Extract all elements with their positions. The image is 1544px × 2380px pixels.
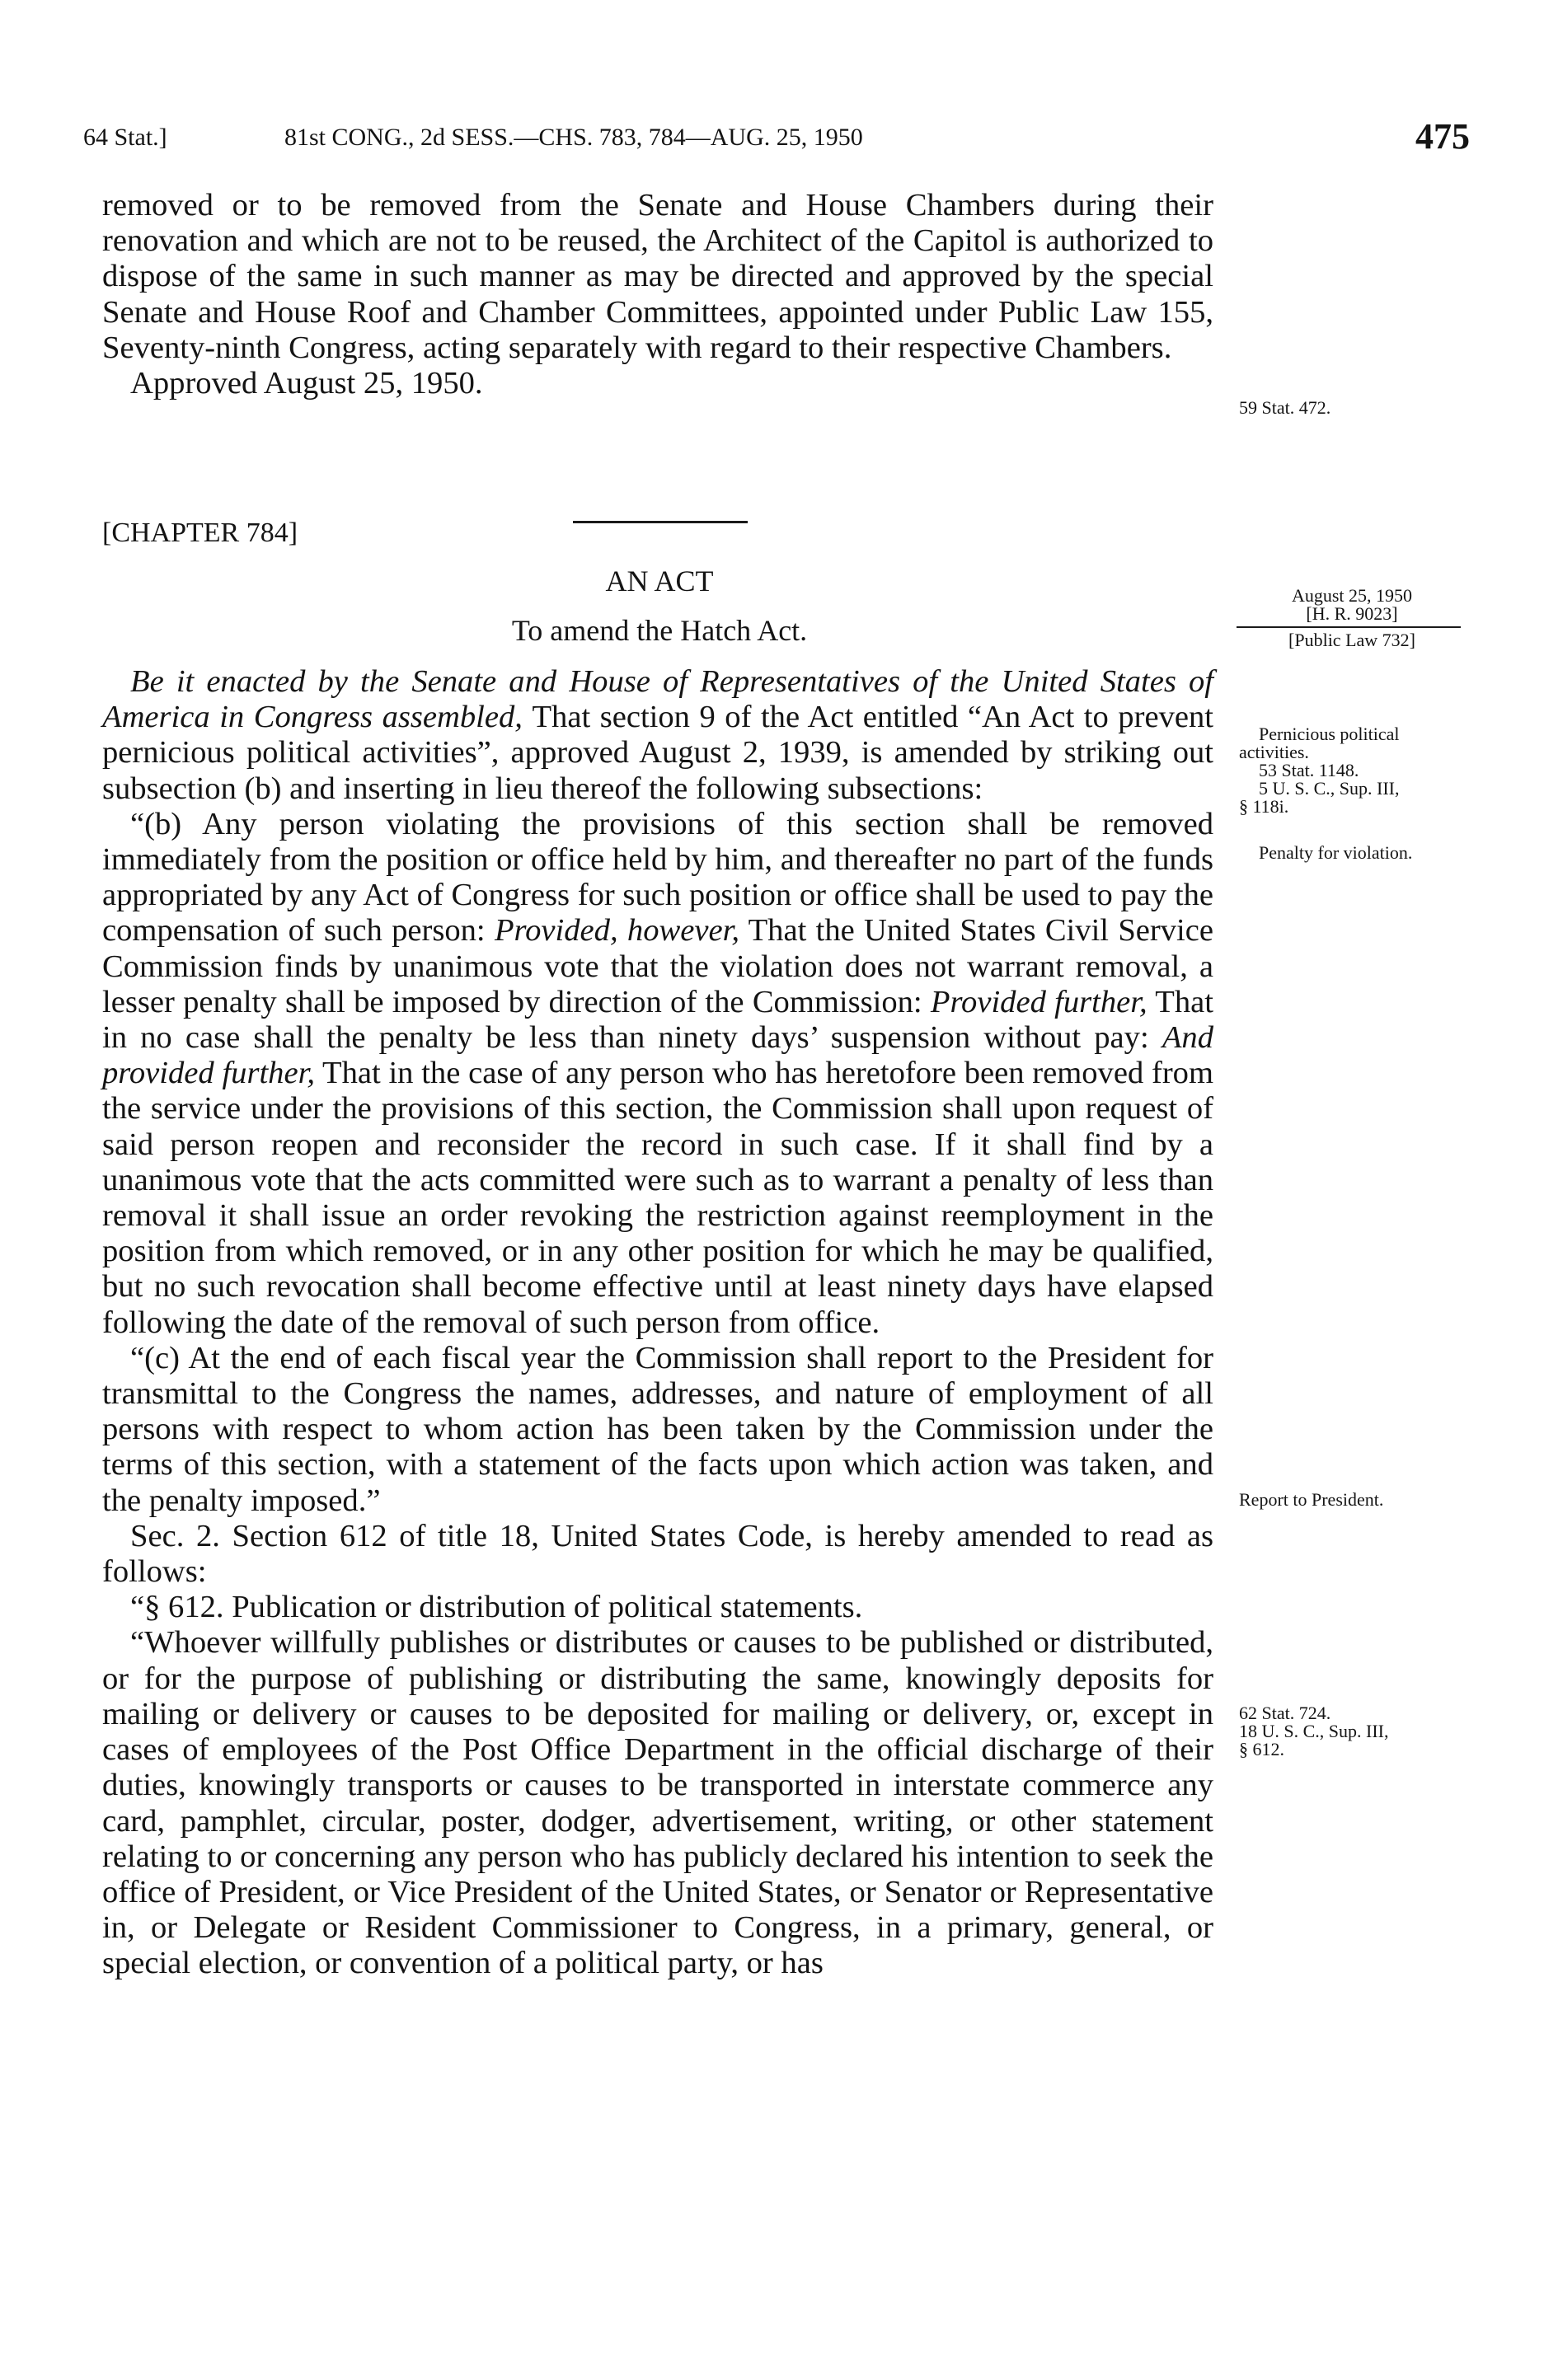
side-note-bill: [H. R. 9023] <box>1306 603 1398 624</box>
margin-note-sec612 <box>1239 1704 1486 1759</box>
act-body <box>102 664 1213 1982</box>
section-612-heading: “§ 612. Publication or distribution of political statements. <box>130 1590 863 1625</box>
subsection-b <box>102 807 1213 1341</box>
margin-note-pernicious-3: 53 Stat. 1148. <box>1259 760 1359 780</box>
margin-note-59-stat: 59 Stat. 472. <box>1239 397 1331 418</box>
section-2: Sec. 2. Section 612 of title 18, United States Code, is hereby amended to read as follows: <box>102 1518 1213 1590</box>
section-612-text: “Whoever willfully publishes or distributes or causes to be published or distributed, or for the purpose of publishing or distributing the same, knowingly deposits for mailing or delivery or causes to be deposited for mailing or delivery, or, except in cases of employees of the Post Office Department in the official discharge of their duties, knowingly transports or causes to be transported in interstate commerce any card, pamphlet, circular, poster, dodger, advertisement, writing, or other statement relating to or concerning any person who has publicly declared his intention to seek the office of President, or Vice President of the United States, or Senator or Representative in, or Delegate or Resident Commissioner to Congress, in a primary, general, or special election, or convention of a political party, or has <box>102 1625 1213 1981</box>
side-note-date: August 25, 1950 <box>1291 585 1413 606</box>
running-head-volume: 64 Stat.] <box>83 124 167 151</box>
margin-note-pernicious-1: Pernicious political <box>1259 724 1400 744</box>
subsection-b-part4: That in the case of any person who has heretofore been removed from the service under the provisions of this section, the Commission shall upon request of said person reopen and reconsider the record in such case. If it shall find by a unanimous vote that the acts committed were such as to warrant a penalty of less than removal it shall issue an order revoking the restriction against reemployment in the position from which removed, or in any other position for which he may be qualified, but no such revocation shall become effective until at least ninety days have elapsed following the date of the removal of such person from office. <box>102 1056 1213 1340</box>
proviso-and-further: And provided further, <box>102 1020 1213 1091</box>
subsection-b-part2: That the United States Civil Service Commission finds by unanimous vote that the violation does not warrant removal, a lesser penalty shall be imposed by direction of the Commission: <box>102 913 1213 1019</box>
page-number: 475 <box>1415 116 1470 157</box>
act-heading: AN ACT <box>605 565 714 597</box>
subsection-b-part3: That in no case shall the penalty be less than ninety days’ suspension without pay: <box>102 984 1213 1056</box>
margin-note-sec612-1: 62 Stat. 724. <box>1239 1703 1331 1723</box>
subsection-c: “(c) At the end of each fiscal year the Commission shall report to the President for transmittal to the Congress the names, addresses, and nature of employment of all persons with respect to whom action has been taken by the Commission under the terms of this section, with a statement of the facts upon which action was taken, and the penalty imposed.” <box>102 1340 1213 1518</box>
margin-note-pernicious-2: activities. <box>1239 742 1309 762</box>
enacting-clause: Be it enacted by the Senate and House of Representatives of the United States of America in Congress assembled, <box>102 664 1213 735</box>
margin-note-sec612-3: § 612. <box>1239 1739 1284 1759</box>
proviso-however: Provided, however, <box>494 913 739 949</box>
chapter-separator-rule <box>573 521 748 523</box>
act-title: To amend the Hatch Act. <box>511 614 808 647</box>
enacting-clause-paragraph <box>102 664 1213 807</box>
chapter-783-continuation <box>102 188 1213 401</box>
margin-note-sec612-2: 18 U. S. C., Sup. III, <box>1239 1721 1389 1741</box>
continuation-paragraph: removed or to be removed from the Senate and House Chambers during their renovation and which are not to be reused, the Architect of the Capitol is authorized to dispose of the same in such manner as may be directed and approved by the special Senate and House Roof and Chamber Committees, appointed under Public Law 155, Seventy-ninth Congress, acting separately with regard to their respective Chambers. <box>102 188 1213 365</box>
side-note-rule <box>1237 626 1461 628</box>
subsection-b-part1: “(b) Any person violating the provisions of this section shall be removed immediately from the position or office held by him, and thereafter no part of the funds appropriated by any Act of Congress for such position or office shall be used to pay the compensation of such person: <box>102 806 1213 949</box>
running-head-session: 81st CONG., 2d SESS.—CHS. 783, 784—AUG. 25, 1950 <box>284 124 863 151</box>
margin-note-report: Report to President. <box>1239 1489 1384 1510</box>
margin-note-pernicious-4: 5 U. S. C., Sup. III, <box>1259 778 1400 799</box>
act-side-note <box>1245 587 1459 623</box>
margin-note-penalty: Penalty for violation. <box>1259 842 1413 863</box>
side-note-public-law: [Public Law 732] <box>1288 630 1415 650</box>
section-1-text: That section 9 of the Act entitled “An Act to prevent pernicious political activities”, approved August 2, 1939, is amended by striking out subsection (b) and inserting in lieu thereof the following subsections: <box>102 700 1213 806</box>
approval-line: Approved August 25, 1950. <box>130 366 483 401</box>
margin-note-pernicious <box>1239 725 1486 816</box>
margin-note-pernicious-5: § 118i. <box>1239 796 1289 817</box>
proviso-further: Provided further, <box>930 984 1147 1019</box>
chapter-label: [CHAPTER 784] <box>102 518 298 548</box>
